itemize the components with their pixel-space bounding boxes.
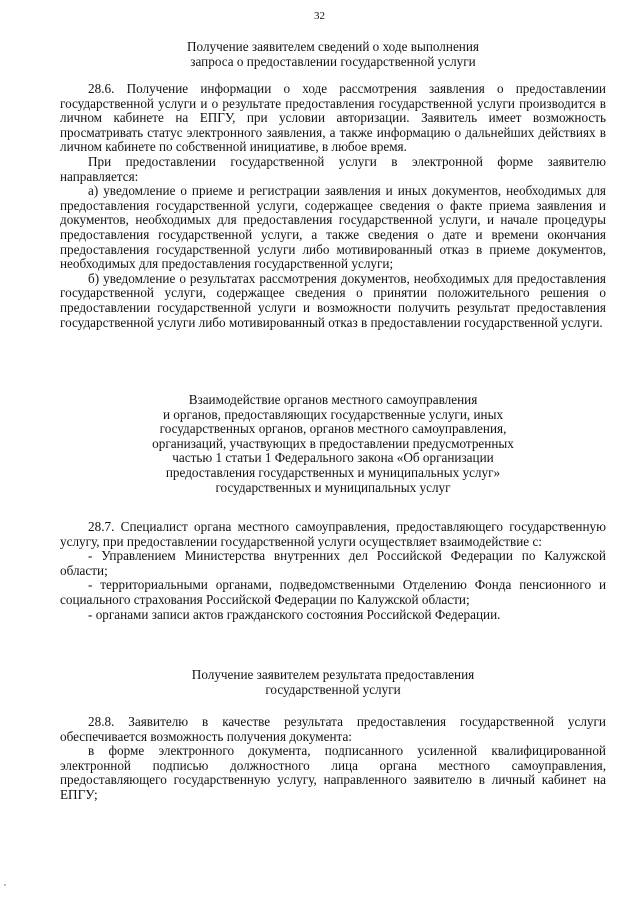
section-heading-status-info <box>60 40 606 69</box>
heading-line: частью 1 статьи 1 Федерального закона «Об организации <box>172 450 494 466</box>
section-heading-interaction <box>60 393 606 495</box>
heading-line: государственных и муниципальных услуг <box>215 479 451 495</box>
page-number: 32 <box>314 10 325 22</box>
paragraph-item-b: б) уведомление о результатах рассмотрения документов, необходимых для предоставления государственной услуги, содержащее сведения о принятии положительного решения о предоставлении государственной услуги и возможности получить результат предоставления государственной услуги либо мотивированный отказ в предоставлении государственной услуги. <box>60 270 606 330</box>
heading-line: Получение заявителем результата предоставления <box>191 667 475 682</box>
list-item-sfr: - территориальными органами, подведомственными Отделению Фонда пенсионного и социального страхования Российской Федерации по Калужской области; <box>60 577 606 607</box>
heading-line: Получение заявителем сведений о ходе выполнения <box>187 39 479 54</box>
section-heading-result <box>60 668 606 697</box>
paragraph-28-7: 28.7. Специалист органа местного самоуправления, предоставляющего государственную услугу, при предоставлении государственной услуги осуществляет взаимодействие с: <box>60 519 606 549</box>
section-body-status-info <box>60 82 606 330</box>
paragraph-item-a: а) уведомление о приеме и регистрации заявления и иных документов, необходимых для предоставления государственной услуги, содержащее сведения о факте приема заявления и документов, необходимых для предоставления государственной услуги, и начале процедуры предоставления государственной услуги, а также сведения о дате и времени окончания предоставления государственной услуги либо мотивированный отказ в приеме документов, необходимых для предоставления государственной услуги; <box>60 183 606 272</box>
paragraph-28-6: 28.6. Получение информации о ходе рассмотрения заявления о предоставлении государственной услуги и о результате предоставления государственной услуги производится в личном кабинете на ЕПГУ, при условии авторизации. Заявитель имеет возможность просматривать статус электронного заявления, а также информацию о дальнейших действиях в личном кабинете по собственной инициативе, в любое время. <box>60 81 606 155</box>
scan-artifact <box>4 884 6 886</box>
heading-line: государственных органов, органов местного самоуправления, <box>159 421 507 437</box>
heading-line: запроса о предоставлении государственной услуги <box>190 53 476 69</box>
paragraph-notification-intro: При предоставлении государственной услуги в электронной форме заявителю направляется: <box>60 153 606 184</box>
heading-line: государственной услуги <box>265 681 401 697</box>
paragraph-electronic-document: в форме электронного документа, подписанного усиленной квалифицированной электронной подписью должностного лица органа местного самоуправления, предоставляющего государственную услугу, направленного заявителю в личный кабинет на ЕПГУ; <box>60 743 606 802</box>
section-body-interaction <box>60 520 606 622</box>
heading-line: и органов, предоставляющих государственные услуги, иных <box>162 406 504 422</box>
list-item-zags: - органами записи актов гражданского состояния Российской Федерации. <box>88 606 501 622</box>
section-body-result <box>60 715 606 803</box>
paragraph-28-8: 28.8. Заявителю в качестве результата предоставления государственной услуги обеспечивается возможность получения документа: <box>60 714 606 744</box>
list-item-mvd: - Управлением Министерства внутренних дел Российской Федерации по Калужской области; <box>60 548 606 578</box>
heading-line: предоставления государственных и муниципальных услуг» <box>165 464 501 480</box>
heading-line: организаций, участвующих в предоставлении предусмотренных <box>152 435 514 451</box>
heading-line: Взаимодействие органов местного самоуправления <box>188 392 478 407</box>
